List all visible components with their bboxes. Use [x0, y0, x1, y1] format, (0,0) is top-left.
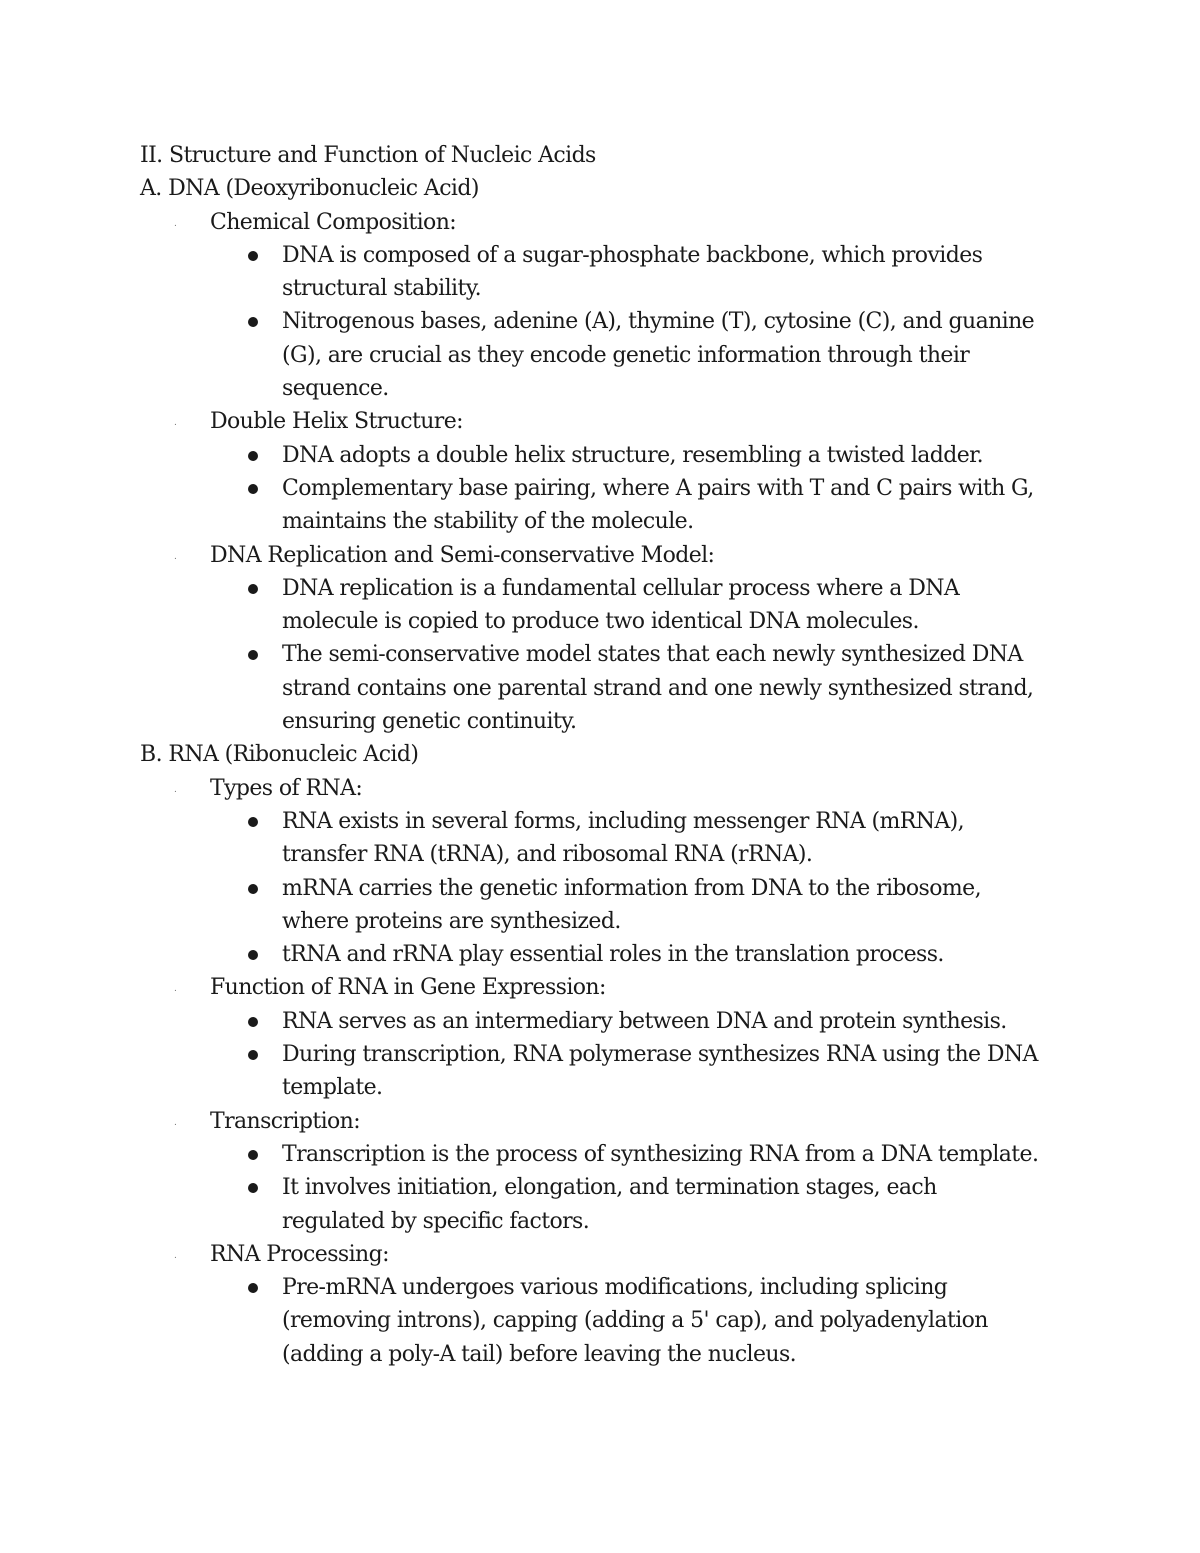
list-marker-icon: . — [174, 784, 177, 795]
bullet-list — [140, 805, 1080, 971]
subsection-heading: . Chemical Composition: — [174, 209, 457, 235]
bullet-icon — [248, 817, 258, 827]
bullet-list — [140, 239, 1080, 405]
bullet-icon — [248, 317, 258, 327]
subsection-heading: . DNA Replication and Semi-conservative Model: — [174, 542, 715, 568]
bullet-icon — [248, 451, 258, 461]
bullet-list — [140, 1138, 1080, 1238]
list-item: Nitrogenous bases, adenine (A), thymine (T), cytosine (C), and guanine (G), are crucial as they encode genetic information through their sequence. — [282, 305, 1042, 405]
bullet-list — [140, 1005, 1080, 1105]
list-marker-icon: . — [174, 418, 177, 429]
list-item: DNA adopts a double helix structure, resembling a twisted ladder. — [282, 439, 1057, 472]
subsection-heading: . Types of RNA: — [174, 775, 363, 801]
list-item: During transcription, RNA polymerase synthesizes RNA using the DNA template. — [282, 1038, 1042, 1105]
bullet-icon — [248, 650, 258, 660]
bullet-icon — [248, 1183, 258, 1193]
bullet-icon — [248, 1017, 258, 1027]
list-item: mRNA carries the genetic information from DNA to the ribosome, where proteins are synthesized. — [282, 872, 1042, 939]
section-heading-rna: B. RNA (Ribonucleic Acid) — [140, 742, 419, 768]
list-item: Complementary base pairing, where A pairs with T and C pairs with G, maintains the stability of the molecule. — [282, 472, 1042, 539]
bullet-list — [140, 572, 1080, 738]
list-marker-icon: . — [174, 218, 177, 229]
list-item: RNA serves as an intermediary between DNA and protein synthesis. — [282, 1005, 1057, 1038]
bullet-icon — [248, 1283, 258, 1293]
list-item: tRNA and rRNA play essential roles in the translation process. — [282, 938, 1057, 971]
subsection-heading: . Transcription: — [174, 1108, 361, 1134]
section-heading-dna: A. DNA (Deoxyribonucleic Acid) — [140, 176, 479, 202]
bullet-icon — [248, 251, 258, 261]
bullet-icon — [248, 884, 258, 894]
list-marker-icon: . — [174, 984, 177, 995]
document-body — [140, 139, 1080, 1371]
list-item: Pre-mRNA undergoes various modifications, including splicing (removing introns), capping (adding a 5' cap), and polyadenylation (adding a poly-A tail) before leaving the nucleus. — [282, 1271, 1057, 1371]
bullet-icon — [248, 950, 258, 960]
subsection-heading: . Function of RNA in Gene Expression: — [174, 975, 606, 1001]
list-item: DNA is composed of a sugar-phosphate backbone, which provides structural stability. — [282, 239, 1042, 306]
bullet-icon — [248, 1050, 258, 1060]
list-item: Transcription is the process of synthesizing RNA from a DNA template. — [282, 1138, 1042, 1171]
bullet-icon — [248, 1150, 258, 1160]
list-item: The semi-conservative model states that each newly synthesized DNA strand contains one parental strand and one newly synthesized strand, ensuring genetic continuity. — [282, 638, 1062, 738]
list-item: It involves initiation, elongation, and termination stages, each regulated by specific factors. — [282, 1171, 1042, 1238]
list-item: RNA exists in several forms, including messenger RNA (mRNA), transfer RNA (tRNA), and ribosomal RNA (rRNA). — [282, 805, 1042, 872]
document-title: II. Structure and Function of Nucleic Acids — [140, 143, 596, 168]
bullet-icon — [248, 584, 258, 594]
list-item: DNA replication is a fundamental cellular process where a DNA molecule is copied to produce two identical DNA molecules. — [282, 572, 1042, 639]
bullet-list — [140, 1271, 1080, 1371]
subsection-heading: . RNA Processing: — [174, 1241, 389, 1267]
bullet-list — [140, 439, 1080, 539]
list-marker-icon: . — [174, 1250, 177, 1261]
list-marker-icon: . — [174, 551, 177, 562]
subsection-heading: . Double Helix Structure: — [174, 409, 463, 435]
bullet-icon — [248, 484, 258, 494]
list-marker-icon: . — [174, 1117, 177, 1128]
